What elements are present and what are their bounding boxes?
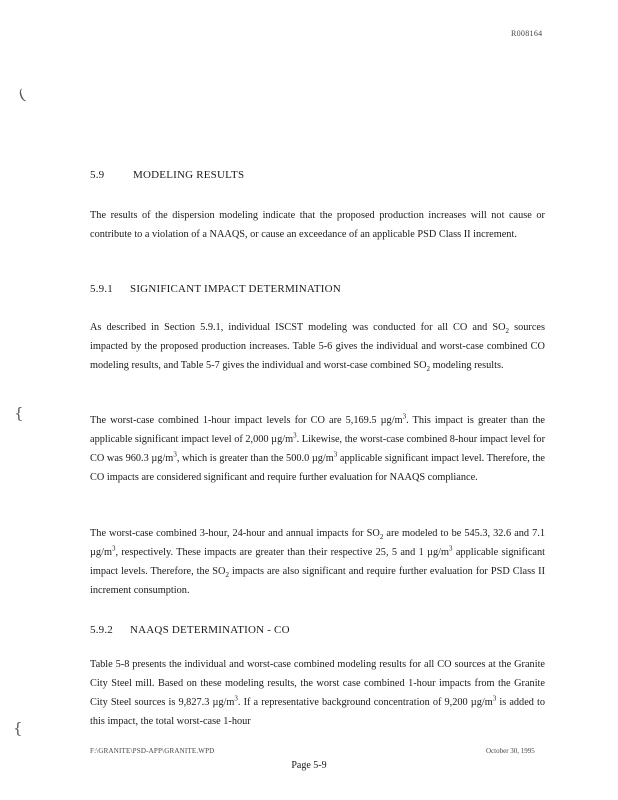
document-id: R008164	[511, 29, 543, 38]
section-heading-5-9-1	[90, 283, 341, 295]
paragraph-co-impacts: The worst-case combined 1-hour impact levels for CO are 5,169.5 $\mu g/m^3$. This impact is greater than the applicable significant impact level of 2,000 $\mu g/m^3$. Likewise, the worst-case combined 8-hour impact level for CO was 960.3 $\mu g/m^3$, which is greater than the 500.0 $\mu g/m^3$ applicable significant impact level. Therefore, the CO impacts are considered significant and require further evaluation for NAAQS compliance.	[90, 412, 546, 483]
footer-date: October 30, 1995	[486, 747, 535, 755]
footer-file-path: F:\GRANITE\PSD-APP\GRANITE.WPD	[90, 747, 215, 755]
section-title: NAAQS DETERMINATION - CO	[130, 624, 290, 636]
section-heading-5-9-2	[90, 624, 290, 636]
paragraph-so2-impacts: The worst-case combined 3-hour, 24-hour and annual impacts for $SO_2$ are modeled to be 545.3, 32.6 and 7.1 $\mu g/m^3$, respectively. These impacts are greater than their respective 25, 5 and 1 $\mu g/m^3$ applicable significant impact levels. Therefore, the $SO_2$ impacts are also significant and require further evaluation for PSD Class II increment consumption.	[90, 528, 546, 596]
section-number: 5.9.1	[90, 283, 113, 295]
paragraph-naaqs-co: Table 5-8 presents the individual and worst-case combined modeling results for all CO sources at the Granite City Steel mill. Based on these modeling results, the worst case combined 1-hour impacts from the Granite City Steel sources is 9,827.3 $\mu g/m^3$. If a representative background concentration of 9,200 $\mu g/m^3$ is added to this impact, the total worst-case 1-hour	[90, 659, 546, 727]
section-number: 5.9.2	[90, 624, 113, 636]
section-title: MODELING RESULTS	[133, 169, 245, 181]
margin-mark-top: (	[16, 85, 28, 105]
section-title: SIGNIFICANT IMPACT DETERMINATION	[130, 283, 341, 295]
margin-mark-bottom: {	[13, 719, 23, 737]
paragraph-modeling-results: The results of the dispersion modeling indicate that the proposed production increases will not cause or contribute to a violation of a NAAQS, or cause an exceedance of an applicable PSD Class II increment.	[90, 210, 545, 240]
page-number: Page 5-9	[291, 760, 327, 771]
section-heading-5-9	[90, 169, 244, 181]
paragraph-significant-impact-intro: As described in Section 5.9.1, individual ISCST modeling was conducted for all CO and $SO_2$ sources impacted by the proposed production increases. Table 5-6 gives the individual and worst-case combined CO modeling results, and Table 5-7 gives the individual and worst-case combined $SO_2$ modeling results.	[90, 322, 545, 374]
section-number: 5.9	[90, 169, 105, 181]
margin-mark-middle: {	[14, 404, 24, 422]
